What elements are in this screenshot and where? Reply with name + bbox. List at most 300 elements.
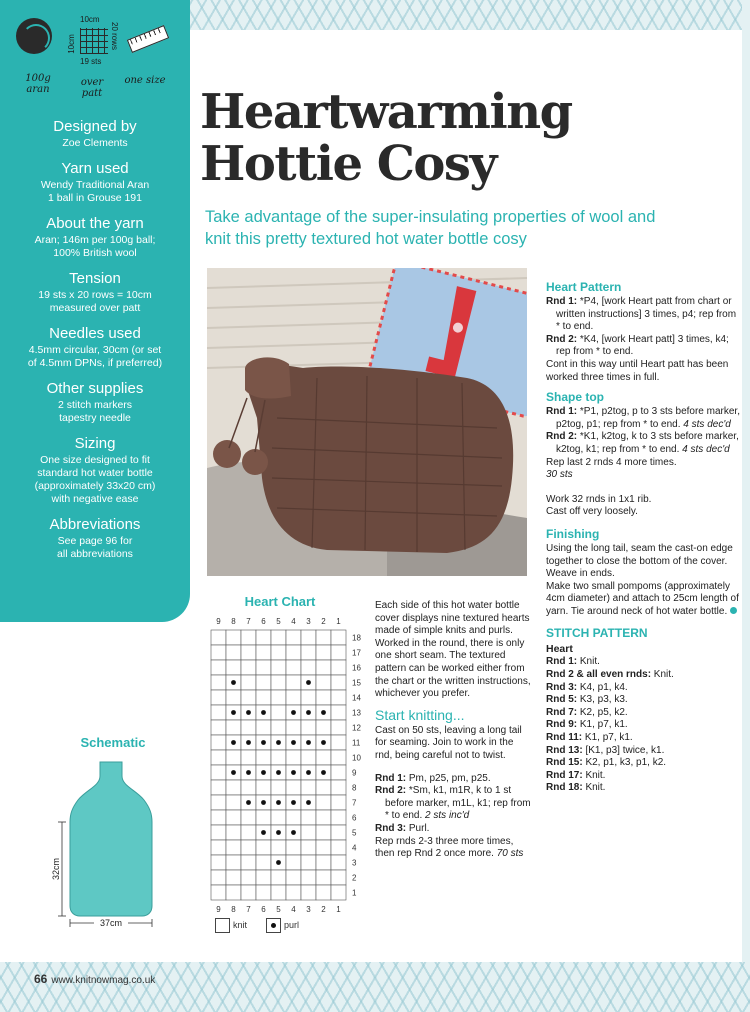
chart-cell [211, 645, 226, 660]
chart-cell [331, 690, 346, 705]
round-text: *Sm, k1, m1R, k to 1 st before marker, m1L, k1; rep from * to end. [385, 785, 531, 822]
pattern-row [546, 707, 741, 720]
sidebar-section [0, 118, 190, 150]
chart-cell [286, 855, 301, 870]
pattern-row [546, 669, 741, 682]
chart-cell [286, 660, 301, 675]
instruction-line: Work 32 rnds in 1x1 rib. [546, 493, 652, 505]
purl-dot [261, 830, 266, 835]
row-label: 4 [352, 843, 357, 853]
column-label-bottom: 5 [276, 905, 281, 912]
chart-cell [286, 810, 301, 825]
size-note: one size [124, 75, 166, 86]
round-text: Rep rnds 2-3 three more times, then rep Rnd 2 once more. [375, 835, 514, 860]
sidebar-section [0, 516, 190, 561]
column-label-bottom: 8 [231, 905, 236, 912]
purl-dot [291, 830, 296, 835]
purl-dot [321, 740, 326, 745]
column-label-top: 9 [216, 617, 221, 626]
round-label: Rnd 2: [546, 431, 578, 443]
chart-cell [256, 885, 271, 900]
column-label-top: 8 [231, 617, 236, 626]
purl-symbol-icon [266, 918, 281, 933]
instruction-line [546, 431, 741, 456]
chart-cell [331, 825, 346, 840]
section-text: 2 stitch markers tapestry needle [57, 399, 133, 424]
chart-cell [286, 630, 301, 645]
chart-cell [286, 780, 301, 795]
chart-cell [256, 750, 271, 765]
stitch-count-note: 4 sts dec'd [679, 443, 730, 455]
chart-cell [226, 645, 241, 660]
column-label-bottom: 9 [216, 905, 221, 912]
round-text: [K1, p3] twice, k1. [582, 744, 665, 756]
row-label: 5 [352, 828, 357, 838]
chart-cell [301, 855, 316, 870]
chart-cell [211, 840, 226, 855]
round-text: Purl. [406, 822, 430, 834]
chart-cell [316, 645, 331, 660]
column-label-top: 7 [246, 617, 251, 626]
pattern-row [546, 656, 741, 669]
chart-cell [256, 675, 271, 690]
chart-cell [241, 630, 256, 645]
row-label: 9 [352, 768, 357, 778]
row-label: 18 [352, 633, 361, 643]
chart-cell [241, 690, 256, 705]
round-label: Rnd 9: [546, 719, 578, 731]
row-label: 12 [352, 723, 361, 733]
chart-cell [316, 675, 331, 690]
info-sidebar [0, 0, 190, 622]
round-text: Knit. [577, 656, 600, 668]
sidebar-section [0, 435, 190, 506]
round-text: K2, p5, k2. [577, 706, 628, 718]
chart-cell [256, 870, 271, 885]
product-photo [207, 268, 527, 576]
intro-text: Each side of this hot water bottle cover displays nine textured hearts made of simple knits and purls. Worked in the round, there is only one short seam. The textured pattern can be worked either from the chart or the written instructions, whichever you prefer. [375, 600, 531, 700]
row-label: 2 [352, 873, 357, 883]
grid-rows-label: 20 rows [110, 21, 120, 51]
tension-grid-icon [80, 28, 108, 54]
chart-cell [226, 630, 241, 645]
chart-cell [331, 885, 346, 900]
chart-cell [331, 630, 346, 645]
round-text: *P4, [work Heart patt from chart or written instructions] 3 times, p4; rep from * to end. [556, 296, 737, 333]
pattern-row [546, 682, 741, 695]
stitch-count-note: 2 sts inc'd [422, 810, 470, 822]
stitch-count-note: 70 sts [493, 848, 524, 860]
round-label: Rnd 15: [546, 757, 583, 769]
chart-cell [286, 720, 301, 735]
chart-cell [241, 870, 256, 885]
subtitle: Take advantage of the super-insulating properties of wool and knit this pretty textured hot water bottle cosy [205, 208, 656, 248]
column-label-top: 4 [291, 617, 296, 626]
chart-cell [316, 810, 331, 825]
round-text: K2, p1, k3, p1, k2. [582, 757, 667, 769]
section-heading: Needles used [49, 325, 141, 342]
chart-cell [241, 855, 256, 870]
purl-dot [276, 860, 281, 865]
purl-dot [246, 770, 251, 775]
chart-cell [301, 645, 316, 660]
schematic-title: Schematic [80, 735, 146, 750]
section-heading: Sizing [74, 435, 116, 452]
row-label: 16 [352, 663, 361, 673]
page-number: 66 [34, 972, 48, 986]
section-text: 4.5mm circular, 30cm (or set of 4.5mm DPNs, if preferred) [27, 344, 163, 369]
purl-dot [246, 800, 251, 805]
sidebar-section [0, 215, 190, 260]
round-label: Rnd 2: [375, 785, 407, 797]
chart-cell [271, 870, 286, 885]
finishing-heading: Finishing [546, 526, 600, 541]
chart-cell [271, 645, 286, 660]
purl-dot [231, 740, 236, 745]
chart-cell [301, 780, 316, 795]
pattern-row [546, 757, 741, 770]
legend-knit-label: knit [233, 919, 248, 930]
column-label-bottom: 1 [336, 905, 341, 912]
chart-cell [226, 885, 241, 900]
chart-cell [211, 885, 226, 900]
round-label: Rnd 1: [375, 772, 407, 784]
column-label-bottom: 6 [261, 905, 266, 912]
heart-pattern-heading: Heart Pattern [546, 280, 622, 294]
pattern-row [546, 732, 741, 745]
chart-cell [286, 645, 301, 660]
chart-cell [256, 660, 271, 675]
knit-symbol-icon [215, 918, 230, 933]
cast-on-text: Cast on 50 sts, leaving a long tail for seaming. Join to work in the rnd, being careful not to twist. [375, 724, 522, 761]
round-label: Rnd 2: [546, 333, 578, 345]
section-heading: Other supplies [46, 380, 144, 397]
chart-cell [256, 645, 271, 660]
chart-cell [331, 810, 346, 825]
finishing-text [546, 581, 741, 619]
chart-cell [331, 780, 346, 795]
purl-dot [306, 740, 311, 745]
schematic-diagram [40, 756, 170, 931]
purl-dot [291, 740, 296, 745]
purl-dot [246, 740, 251, 745]
section-text: See page 96 for all abbreviations [57, 535, 133, 560]
round-label: Rnd 5: [546, 694, 578, 706]
chart-cell [301, 750, 316, 765]
chart-cell [211, 690, 226, 705]
chart-cell [301, 630, 316, 645]
row-label: 8 [352, 783, 357, 793]
section-text: Aran; 146m per 100g ball; 100% British wool [34, 234, 156, 259]
round-label: Rnd 13: [546, 744, 583, 756]
chart-cell [226, 795, 241, 810]
round-text: Knit. [582, 782, 606, 794]
chart-cell [211, 795, 226, 810]
chart-cell [301, 885, 316, 900]
chart-cell [211, 675, 226, 690]
purl-dot [291, 770, 296, 775]
chart-cell [211, 735, 226, 750]
section-heading: Designed by [53, 118, 137, 135]
chart-cell [271, 705, 286, 720]
column-label-bottom: 2 [321, 905, 326, 912]
chart-cell [301, 720, 316, 735]
pattern-row [546, 745, 741, 758]
chart-cell [271, 750, 286, 765]
chart-cell [316, 750, 331, 765]
chart-cell [241, 645, 256, 660]
round-text: Pm, p25, pm, p25. [406, 772, 491, 784]
section-heading: About the yarn [46, 215, 144, 232]
chart-cell [301, 690, 316, 705]
chart-cell [271, 885, 286, 900]
round-text: *K1, k2tog, k to 3 sts before marker, k2tog, k1; rep from * to end. [556, 431, 739, 455]
purl-dot [276, 740, 281, 745]
purl-dot [261, 740, 266, 745]
chart-cell [286, 690, 301, 705]
sidebar-section [0, 270, 190, 315]
chart-cell [226, 840, 241, 855]
chart-cell [241, 720, 256, 735]
round-label: Rnd 7: [546, 706, 578, 718]
round-label: Rnd 1: [546, 656, 578, 668]
chart-cell [316, 780, 331, 795]
chart-cell [256, 855, 271, 870]
chart-cell [331, 765, 346, 780]
round-text: Knit. [582, 769, 606, 781]
chart-cell [286, 840, 301, 855]
chart-cell [241, 780, 256, 795]
section-heading: Tension [69, 270, 121, 287]
chart-cell [316, 660, 331, 675]
chart-cell [316, 720, 331, 735]
chart-cell [331, 870, 346, 885]
page-title: Heartwarming Hottie Cosy [200, 84, 572, 192]
chart-cell [301, 840, 316, 855]
chart-cell [286, 885, 301, 900]
section-text: Wendy Traditional Aran 1 ball in Grouse 191 [40, 179, 150, 204]
chart-cell [316, 825, 331, 840]
chart-cell [331, 735, 346, 750]
pattern-row [546, 694, 741, 707]
website-url: www.knitnowmag.co.uk [51, 975, 156, 986]
round-label: Rnd 2 & all even rnds: [546, 669, 652, 681]
chart-cell [331, 705, 346, 720]
instruction-line [546, 469, 741, 482]
chart-cell [271, 720, 286, 735]
purl-dot [276, 830, 281, 835]
knit-border-bottom [0, 962, 750, 1012]
purl-dot [321, 770, 326, 775]
chart-cell [301, 660, 316, 675]
round-text: *P1, p2tog, p to 3 sts before marker, p2tog, p1; rep from * to end. [556, 406, 740, 430]
pattern-icons [0, 0, 190, 110]
chart-cell [241, 675, 256, 690]
knit-border-right [742, 0, 750, 1012]
chart-cell [331, 855, 346, 870]
round-text: *K4, [work Heart patt] 3 times, k4; rep from * to end. [556, 333, 729, 358]
column-label-top: 6 [261, 617, 266, 626]
shape-top-heading: Shape top [546, 390, 605, 405]
pattern-row [546, 719, 741, 732]
chart-cell [316, 870, 331, 885]
chart-cell [316, 885, 331, 900]
round-text: K4, p1, k4. [577, 681, 628, 693]
stitch-pattern-heading: STITCH PATTERN [546, 626, 648, 641]
chart-cell [211, 855, 226, 870]
chart-cell [316, 795, 331, 810]
row-label: 15 [352, 678, 361, 688]
chart-cell [241, 840, 256, 855]
round-label: Rnd 11: [546, 732, 583, 744]
instruction-line: Cast off very loosely. [546, 506, 638, 518]
chart-cell [226, 750, 241, 765]
chart-cell [271, 690, 286, 705]
stitch-pattern-subheading: Heart [546, 643, 573, 656]
sidebar-section [0, 380, 190, 425]
purl-dot [306, 680, 311, 685]
instruction-line [546, 406, 741, 431]
chart-cell [286, 750, 301, 765]
round-label: Rnd 17: [546, 769, 583, 781]
chart-cell [241, 810, 256, 825]
round-text: Cont in this way until Heart patt has been worked three times in full. [546, 358, 729, 383]
chart-cell [271, 660, 286, 675]
row-label: 10 [352, 753, 361, 763]
row-label: 6 [352, 813, 357, 823]
round-text: Knit. [651, 669, 674, 681]
bottle-shape [70, 762, 152, 916]
gauge-note: over patt [80, 77, 104, 99]
chart-cell [316, 840, 331, 855]
chart-cell [256, 780, 271, 795]
chart-cell [271, 630, 286, 645]
chart-cell [331, 720, 346, 735]
purl-dot [306, 770, 311, 775]
purl-dot [306, 800, 311, 805]
chart-cell [331, 645, 346, 660]
yarn-ball-icon [16, 18, 52, 54]
purl-dot [291, 800, 296, 805]
hot-water-bottle-illustration [207, 268, 527, 576]
chart-cell [256, 810, 271, 825]
chart-cell [301, 870, 316, 885]
instruction-line [546, 457, 741, 470]
chart-cell [301, 825, 316, 840]
chart-cell [241, 660, 256, 675]
sidebar-section [0, 325, 190, 370]
chart-cell [211, 870, 226, 885]
column-label-top: 1 [336, 617, 341, 626]
purl-dot [231, 770, 236, 775]
column-label-top: 3 [306, 617, 311, 626]
purl-dot [231, 710, 236, 715]
chart-cell [331, 675, 346, 690]
purl-dot [261, 770, 266, 775]
round-text: K1, p7, k1. [582, 732, 633, 744]
purl-dot [231, 680, 236, 685]
chart-cell [286, 870, 301, 885]
end-marker-icon [730, 607, 737, 614]
stitch-pattern-rows [546, 656, 741, 795]
chart-cell [286, 675, 301, 690]
chart-cell [241, 750, 256, 765]
row-label: 3 [352, 858, 357, 868]
chart-cell [271, 840, 286, 855]
round-label: Rnd 1: [546, 296, 578, 307]
sidebar-section [0, 160, 190, 205]
chart-cell [211, 705, 226, 720]
page-footer [34, 972, 155, 986]
row-label: 7 [352, 798, 357, 808]
chart-cell [211, 825, 226, 840]
purl-dot [276, 800, 281, 805]
row-label: 1 [352, 888, 357, 898]
purl-dot [321, 710, 326, 715]
chart-cell [211, 810, 226, 825]
chart-cell [271, 810, 286, 825]
chart-cell [256, 840, 271, 855]
purl-dot [276, 770, 281, 775]
chart-cell [331, 840, 346, 855]
round-label: Rnd 1: [546, 406, 578, 418]
finishing-text-2: Make two small pompoms (approximately 4cm diameter) and attach to 25cm length of yarn. Tie around neck of hot water bottle. [546, 580, 739, 617]
chart-cell [316, 630, 331, 645]
section-heading: Yarn used [61, 160, 129, 177]
chart-cell [256, 720, 271, 735]
start-knitting-heading: Start knitting... [375, 706, 465, 723]
round-label: Rnd 3: [546, 681, 578, 693]
column-label-top: 2 [321, 617, 326, 626]
purl-dot [246, 710, 251, 715]
chart-cell [331, 750, 346, 765]
heart-chart [205, 612, 365, 912]
chart-cell [331, 795, 346, 810]
column-label-bottom: 3 [306, 905, 311, 912]
instruction-line [546, 296, 741, 334]
chart-cell [226, 690, 241, 705]
grid-top-label: 10cm [80, 15, 100, 24]
round-text: K1, p7, k1. [577, 719, 628, 731]
chart-cell [271, 675, 286, 690]
purl-dot [261, 800, 266, 805]
middle-column [375, 600, 533, 861]
chart-cell [301, 810, 316, 825]
chart-cell [226, 810, 241, 825]
chart-cell [226, 720, 241, 735]
chart-cell [256, 630, 271, 645]
row-label: 14 [352, 693, 361, 703]
chart-cell [316, 690, 331, 705]
instruction-line [375, 823, 533, 836]
chart-cell [316, 855, 331, 870]
section-heading: Abbreviations [49, 516, 141, 533]
yarn-weight-note: 100g aran [25, 73, 51, 95]
row-label: 11 [352, 738, 361, 748]
row-label: 17 [352, 648, 361, 658]
stitch-count-note: 4 sts dec'd [680, 418, 731, 430]
chart-cell [211, 720, 226, 735]
instruction-line [546, 334, 741, 359]
section-text: One size designed to fit standard hot water bottle (approximately 33x20 cm) with negative ease [34, 454, 156, 505]
instruction-line [375, 785, 533, 823]
round-text: K3, p3, k3. [577, 694, 628, 706]
sidebar-sections [0, 118, 190, 571]
chart-cell [211, 765, 226, 780]
chart-cell [211, 630, 226, 645]
pattern-row [546, 770, 741, 783]
instruction-line [375, 773, 533, 786]
